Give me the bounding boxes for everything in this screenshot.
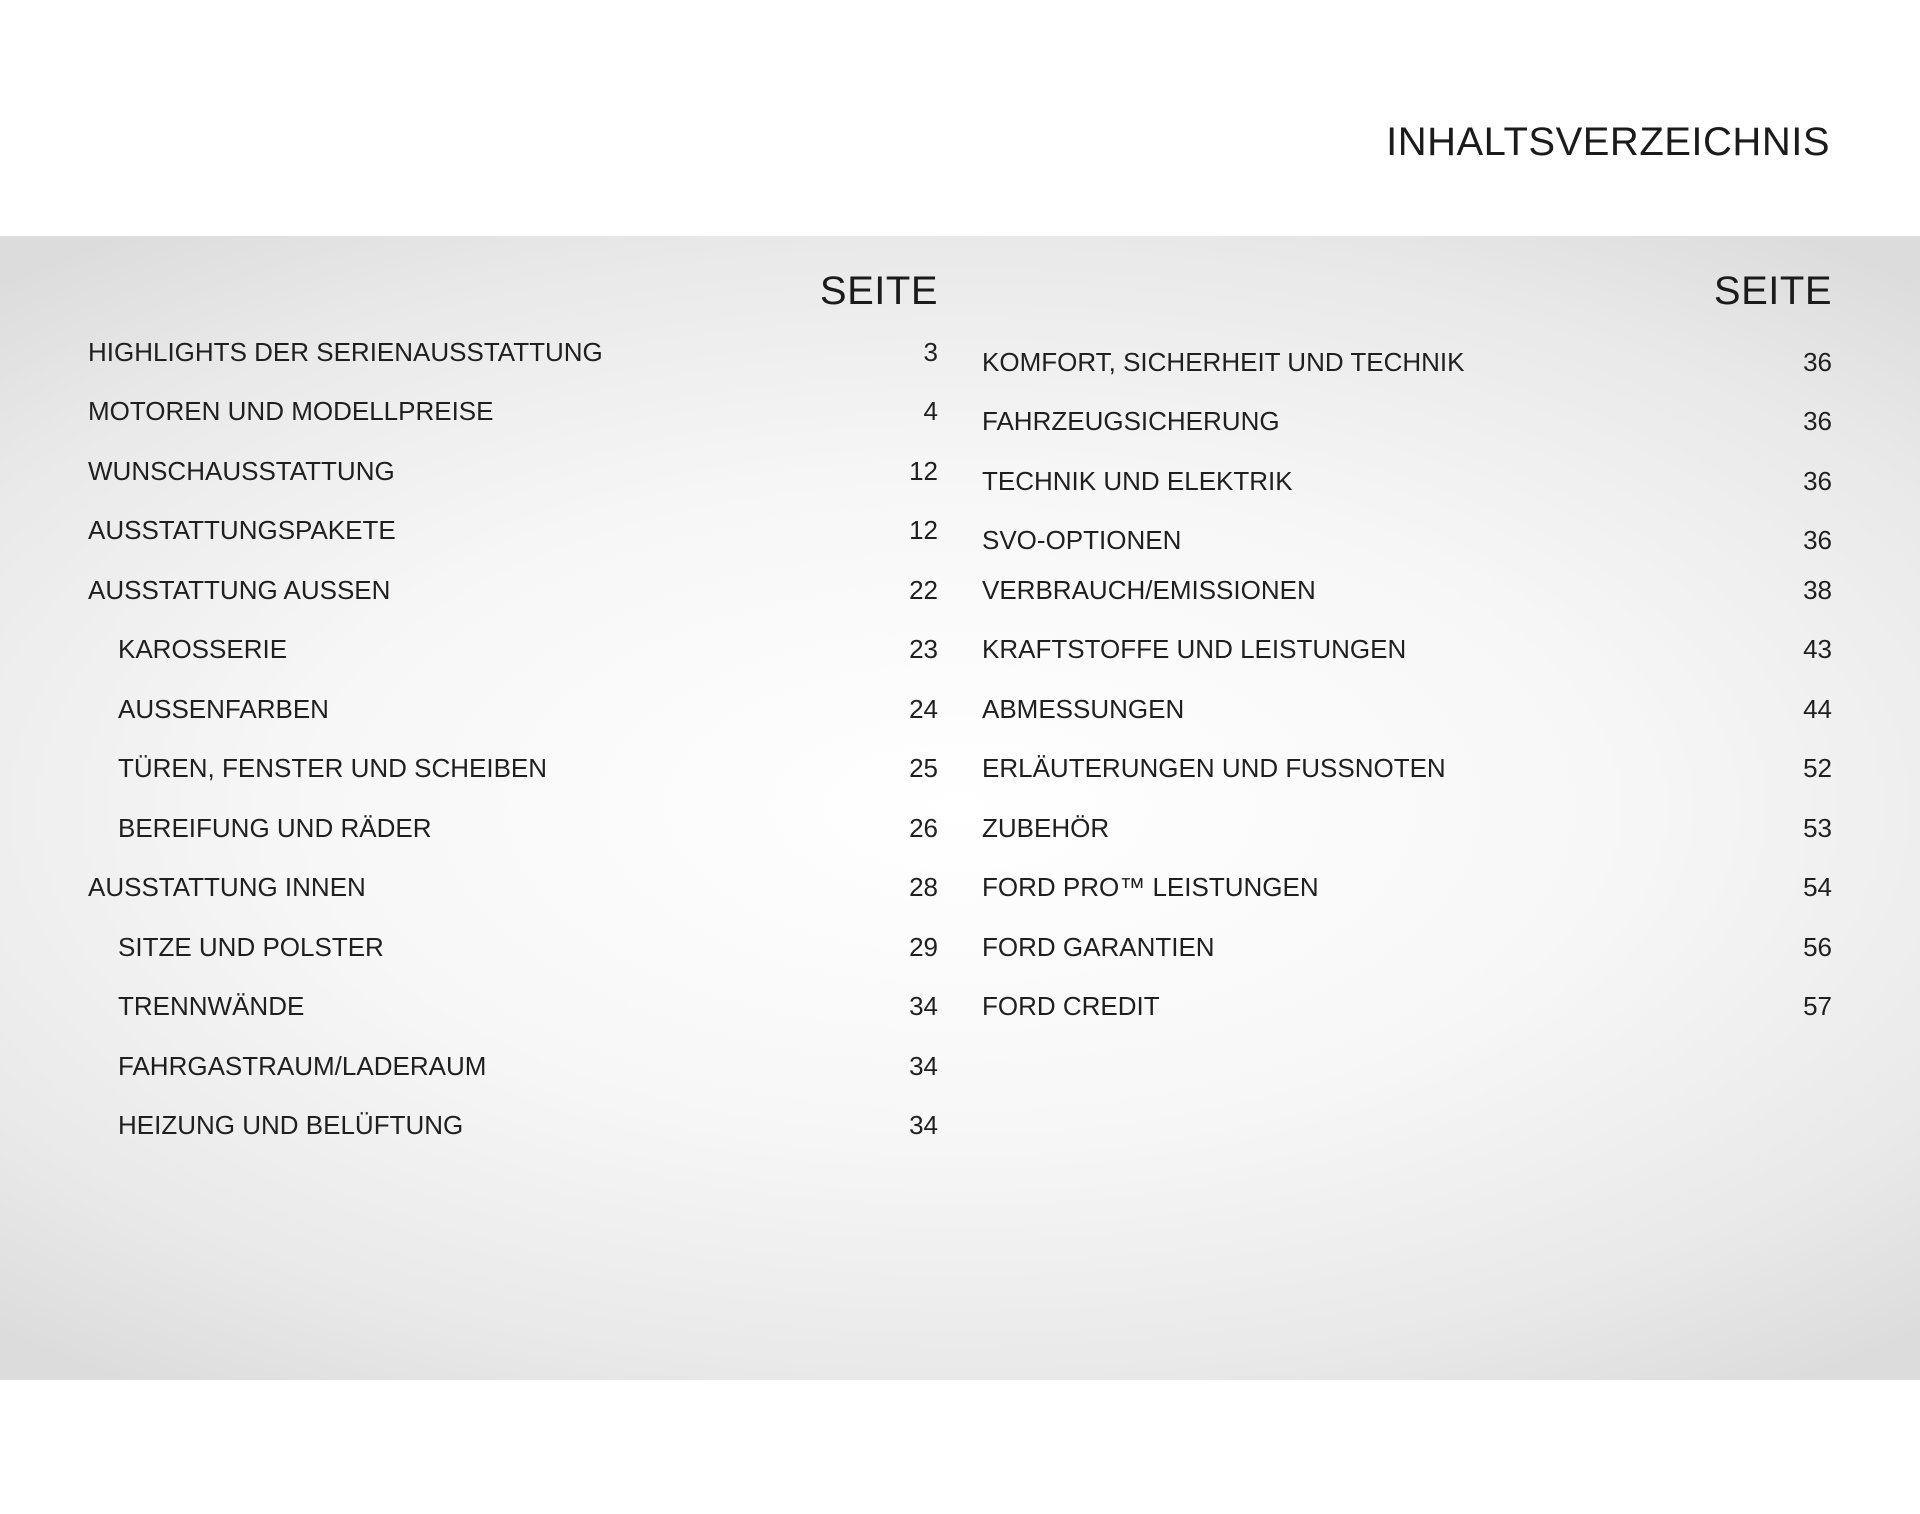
toc-entry-page: 25 <box>909 753 938 783</box>
toc-entry-label: AUSSENFARBEN <box>118 694 329 724</box>
toc-entry-svo-optionen[interactable] <box>982 523 1832 557</box>
toc-entry-page: 57 <box>1803 991 1832 1021</box>
toc-entry-label: ABMESSUNGEN <box>982 694 1185 724</box>
toc-entry-label: WUNSCHAUSSTATTUNG <box>88 456 395 486</box>
toc-entry-page: 12 <box>909 456 938 486</box>
toc-entry-page: 54 <box>1803 872 1832 902</box>
toc-entry-page: 36 <box>1803 406 1832 436</box>
toc-entry-fahrgastraum[interactable] <box>88 1049 938 1083</box>
toc-entry-page: 52 <box>1803 753 1832 783</box>
toc-entry-fahrzeugsicherung[interactable] <box>982 404 1832 438</box>
toc-entry-ausstattung-innen[interactable] <box>88 870 938 904</box>
page-column-header: SEITE <box>1713 269 1832 313</box>
toc-entry-zubehoer[interactable] <box>982 811 1832 845</box>
toc-entry-komfort[interactable] <box>982 345 1832 379</box>
toc-entry-label: KRAFTSTOFFE UND LEISTUNGEN <box>982 634 1407 664</box>
toc-entry-label: HIGHLIGHTS DER SERIENAUSSTATTUNG <box>88 337 603 367</box>
toc-entry-page: 24 <box>909 694 938 724</box>
toc-entry-aussenfarben[interactable] <box>88 692 938 726</box>
toc-entry-page: 53 <box>1803 813 1832 843</box>
toc-entry-kraftstoffe[interactable] <box>982 632 1832 666</box>
toc-entry-label: TECHNIK UND ELEKTRIK <box>982 466 1293 496</box>
toc-entry-label: AUSSTATTUNG AUSSEN <box>88 575 391 605</box>
toc-entry-page: 36 <box>1803 347 1832 377</box>
toc-entry-karosserie[interactable] <box>88 632 938 666</box>
toc-entry-page: 34 <box>909 1110 938 1140</box>
toc-entry-page: 12 <box>909 515 938 545</box>
toc-entry-page: 34 <box>909 991 938 1021</box>
toc-entry-page: 34 <box>909 1051 938 1081</box>
toc-entry-sitze[interactable] <box>88 930 938 964</box>
toc-entry-page: 36 <box>1803 466 1832 496</box>
toc-entry-verbrauch[interactable] <box>982 573 1832 607</box>
toc-entry-label: KAROSSERIE <box>118 634 288 664</box>
toc-entry-label: VERBRAUCH/EMISSIONEN <box>982 575 1316 605</box>
toc-entry-label: FAHRZEUGSICHERUNG <box>982 406 1280 436</box>
toc-entry-page: 23 <box>909 634 938 664</box>
toc-panel <box>0 236 1920 1380</box>
toc-entry-trennwaende[interactable] <box>88 989 938 1023</box>
toc-entry-tueren-fenster[interactable] <box>88 751 938 785</box>
toc-entry-page: 3 <box>923 337 938 367</box>
toc-column-left <box>88 236 938 1380</box>
toc-entry-abmessungen[interactable] <box>982 692 1832 726</box>
toc-entry-heizung[interactable] <box>88 1108 938 1142</box>
toc-entry-label: TÜREN, FENSTER UND SCHEIBEN <box>118 753 548 783</box>
toc-entry-label: FORD PRO™ LEISTUNGEN <box>982 872 1319 902</box>
toc-entry-page: 44 <box>1803 694 1832 724</box>
toc-entry-ford-credit[interactable] <box>982 989 1832 1023</box>
toc-entry-erlaeuterungen[interactable] <box>982 751 1832 785</box>
toc-entry-motoren[interactable] <box>88 394 938 428</box>
toc-entry-label: SVO-OPTIONEN <box>982 525 1182 555</box>
toc-entry-label: ZUBEHÖR <box>982 813 1110 843</box>
toc-entry-label: ERLÄUTERUNGEN UND FUSSNOTEN <box>982 753 1446 783</box>
toc-entry-label: AUSSTATTUNG INNEN <box>88 872 366 902</box>
toc-entry-page: 22 <box>909 575 938 605</box>
toc-entry-page: 38 <box>1803 575 1832 605</box>
toc-entry-ford-garantien[interactable] <box>982 930 1832 964</box>
toc-entry-page: 29 <box>909 932 938 962</box>
toc-entry-label: BEREIFUNG UND RÄDER <box>118 813 432 843</box>
toc-entry-page: 43 <box>1803 634 1832 664</box>
toc-entry-label: MOTOREN UND MODELLPREISE <box>88 396 494 426</box>
toc-entry-wunschausstattung[interactable] <box>88 454 938 488</box>
toc-entry-ausstattung-aussen[interactable] <box>88 573 938 607</box>
toc-entry-label: FAHRGASTRAUM/LADERAUM <box>118 1051 487 1081</box>
toc-entry-page: 28 <box>909 872 938 902</box>
toc-column-right <box>982 236 1832 1380</box>
toc-entry-technik-elektrik[interactable] <box>982 464 1832 498</box>
toc-entry-page: 4 <box>923 396 938 426</box>
page-title: INHALTSVERZEICHNIS <box>1386 120 1830 164</box>
toc-entry-label: SITZE UND POLSTER <box>118 932 384 962</box>
toc-entry-highlights[interactable] <box>88 335 938 369</box>
toc-entry-label: HEIZUNG UND BELÜFTUNG <box>118 1110 464 1140</box>
toc-entry-label: KOMFORT, SICHERHEIT UND TECHNIK <box>982 347 1465 377</box>
toc-entry-page: 56 <box>1803 932 1832 962</box>
toc-entry-label: AUSSTATTUNGSPAKETE <box>88 515 396 545</box>
toc-entry-ausstattungspakete[interactable] <box>88 513 938 547</box>
toc-entry-page: 26 <box>909 813 938 843</box>
toc-entry-page: 36 <box>1803 525 1832 555</box>
toc-entry-label: TRENNWÄNDE <box>118 991 305 1021</box>
toc-entry-bereifung[interactable] <box>88 811 938 845</box>
toc-entry-label: FORD CREDIT <box>982 991 1160 1021</box>
toc-entry-label: FORD GARANTIEN <box>982 932 1215 962</box>
toc-entry-ford-pro[interactable] <box>982 870 1832 904</box>
page-column-header: SEITE <box>819 269 938 313</box>
